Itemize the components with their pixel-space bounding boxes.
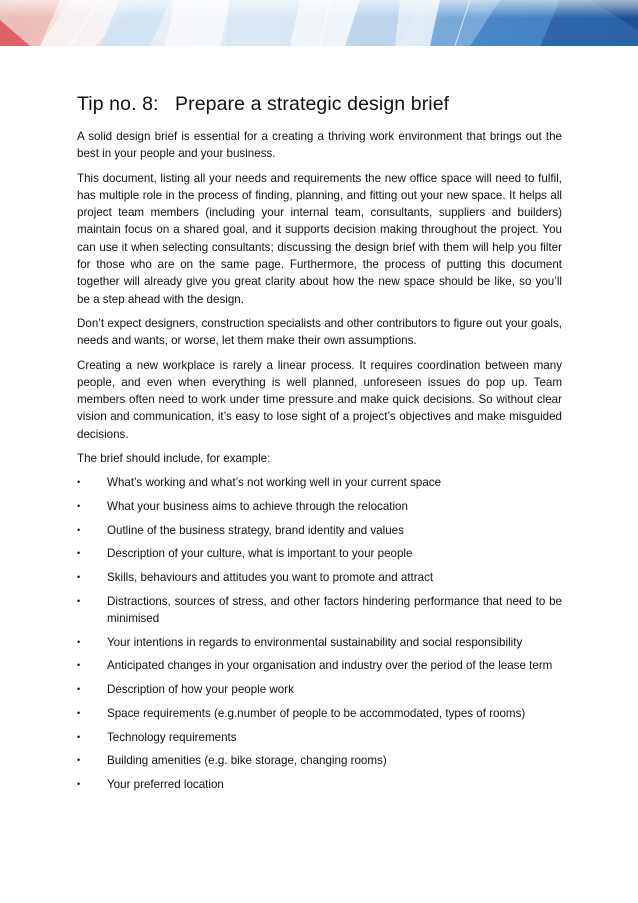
list-item-text: What your business aims to achieve through the relocation [107,500,408,514]
document-body [77,93,562,800]
bullet-icon: • [77,660,81,671]
process-paragraph: Creating a new workplace is rarely a linear process. It requires coordination between many people, and even when everything is well planned, unforeseen issues do pop up. Team members often need to work under time pressure and make quick decisions. So without clear vision and communication, it’s easy to lose sight of a project’s objectives and make misguided decisions. [77,358,562,441]
intro-paragraph: A solid design brief is essential for a creating a thriving work environment that brings out the best in your people and your business. [77,130,562,161]
list-item-text: Description of how your people work [107,683,294,697]
list-item [77,522,562,539]
list-item-text: Your intentions in regards to environmental sustainability and social responsibility [107,635,523,649]
bullet-icon: • [77,595,81,606]
page-title [77,93,562,116]
list-item-text: Space requirements (e.g.number of people to be accommodated, types of rooms) [107,706,526,720]
list-item [77,681,562,698]
bullet-icon: • [77,548,81,559]
bullet-icon: • [77,501,81,512]
list-item [77,729,562,746]
bullet-icon: • [77,707,81,718]
bullet-icon: • [77,477,81,488]
list-item [77,634,562,651]
list-item-text: Technology requirements [107,730,237,744]
list-item-text: Your preferred location [107,777,224,791]
bullet-icon: • [77,524,81,535]
list-item [77,545,562,562]
list-item [77,569,562,586]
list-item-text: Outline of the business strategy, brand identity and values [107,523,404,537]
bullet-icon: • [77,572,81,583]
bullet-icon: • [77,684,81,695]
list-item [77,593,562,628]
list-item [77,498,562,515]
list-item-text: Skills, behaviours and attitudes you want to promote and attract [107,571,434,585]
list-item-text: What’s working and what’s not working well in your current space [107,476,442,490]
tip-title: Prepare a strategic design brief [175,93,450,115]
list-item [77,657,562,674]
list-item-text: Description of your culture, what is important to your people [107,547,413,561]
brief-contents-list [77,474,562,793]
bullet-icon: • [77,636,81,647]
bullet-icon: • [77,755,81,766]
list-intro-paragraph: The brief should include, for example: [77,452,271,466]
architectural-banner-graphic [0,0,638,46]
list-item-text: Distractions, sources of stress, and other factors hindering performance that need to be minimised [107,594,562,626]
list-item [77,776,562,793]
list-item [77,752,562,769]
tip-number: Tip no. 8: [77,93,159,115]
purpose-paragraph: This document, listing all your needs and requirements the new office space will need to fulfil, has multiple role in the process of finding, planning, and fitting out your new space. It helps all project team members (including your internal team, consultants, suppliers and builders) maintain focus on a shared goal, and it supports decision making throughout the project. You can use it when selecting consultants; discussing the design brief with them will help you filter for those who are on the same page. Furthermore, the process of putting this document together will already give you great clarity about how the new space should be like, so you’ll be a step ahead with the design. [77,171,562,306]
list-item [77,705,562,722]
header-banner-image [0,0,638,46]
list-item [77,474,562,491]
bullet-icon: • [77,731,81,742]
expectations-paragraph: Don’t expect designers, construction specialists and other contributors to figure out your goals, needs and wants, or worse, let them make their own assumptions. [77,316,562,348]
bullet-icon: • [77,778,81,789]
list-item-text: Anticipated changes in your organisation and industry over the period of the lease term [107,659,553,673]
list-item-text: Building amenities (e.g. bike storage, changing rooms) [107,754,387,768]
